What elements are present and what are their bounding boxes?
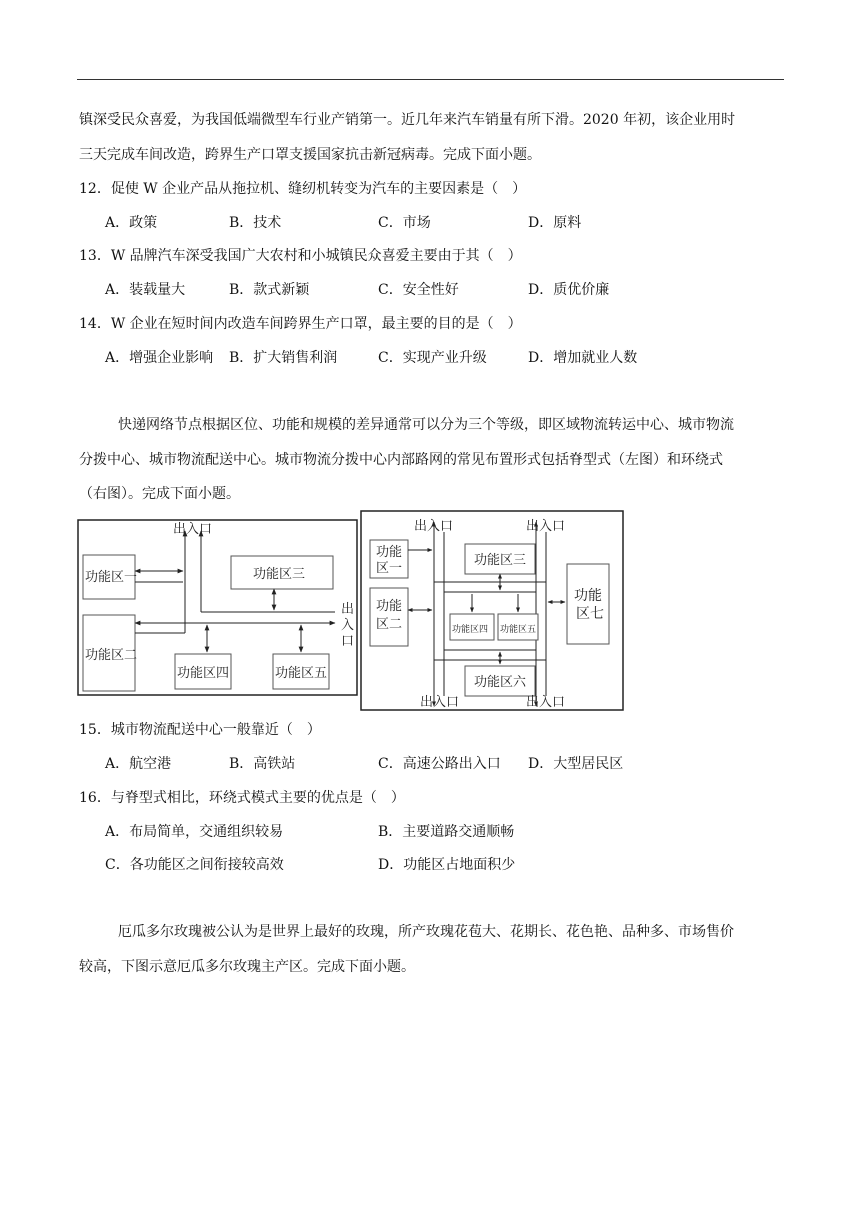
zone6-label: 功能区六 bbox=[474, 675, 527, 690]
zone4-label: 功能区四 bbox=[452, 625, 489, 635]
entrance-label-bottom-left: 出入口 bbox=[420, 695, 460, 710]
ring-layout-svg bbox=[360, 510, 625, 712]
question-12-stem: 12．促使 W 企业产品从拖拉机、缝纫机转变为汽车的主要因素是（ ） bbox=[79, 181, 527, 197]
zone4-label: 功能区四 bbox=[177, 666, 230, 681]
option-a[interactable]: A．布局简单，交通组织较易 bbox=[105, 824, 284, 840]
option-b[interactable]: B．款式新颖 bbox=[229, 282, 310, 298]
option-c[interactable]: C．安全性好 bbox=[378, 282, 459, 298]
option-d[interactable]: D．增加就业人数 bbox=[528, 350, 638, 366]
option-b[interactable]: B．高铁站 bbox=[229, 756, 296, 772]
express-intro-line-2: 分拨中心、城市物流配送中心。城市物流分拨中心内部路网的常见布置形式包括脊型式（左图）和环绕式 bbox=[79, 452, 723, 468]
zone1-label-2: 区一 bbox=[376, 561, 403, 576]
zone7-label-2: 区七 bbox=[576, 606, 604, 622]
spine-layout-svg bbox=[77, 519, 359, 697]
zone2-label-2: 区二 bbox=[376, 617, 403, 632]
question-14-stem: 14．W 企业在短时间内改造车间跨界生产口罩，最主要的目的是（ ） bbox=[79, 316, 522, 332]
option-b[interactable]: B．扩大销售利润 bbox=[229, 350, 338, 366]
option-a[interactable]: A．增强企业影响 bbox=[105, 350, 214, 366]
question-13-stem: 13．W 品牌汽车深受我国广大农村和小城镇民众喜爱主要由于其（ ） bbox=[79, 248, 522, 264]
entrance-label-right-3: 口 bbox=[341, 634, 355, 649]
entrance-label-bottom-right: 出入口 bbox=[526, 695, 566, 710]
option-c[interactable]: C．高速公路出入口 bbox=[378, 756, 501, 772]
entrance-label-top-left: 出入口 bbox=[414, 519, 454, 534]
header-rule bbox=[77, 79, 784, 80]
zone2-label: 功能区二 bbox=[85, 648, 138, 663]
entrance-label-top: 出入口 bbox=[173, 522, 213, 537]
express-intro-line-1: 快递网络节点根据区位、功能和规模的差异通常可以分为三个等级，即区域物流转运中心、城市物流 bbox=[118, 417, 734, 433]
option-d[interactable]: D．功能区占地面积少 bbox=[378, 857, 516, 873]
zone1-label-1: 功能 bbox=[376, 545, 403, 560]
option-c[interactable]: C．各功能区之间衔接较高效 bbox=[105, 857, 284, 873]
zone3-label: 功能区三 bbox=[253, 567, 306, 582]
option-d[interactable]: D．质优价廉 bbox=[528, 282, 610, 298]
option-d[interactable]: D．原料 bbox=[528, 215, 582, 231]
rose-intro-line-1: 厄瓜多尔玫瑰被公认为是世界上最好的玫瑰，所产玫瑰花苞大、花期长、花色艳、品种多、市场售价 bbox=[118, 924, 734, 940]
option-d[interactable]: D．大型居民区 bbox=[528, 756, 624, 772]
intro-line-1: 镇深受民众喜爱，为我国低端微型车行业产销第一。近几年来汽车销量有所下滑。2020 年初，该企业用时 bbox=[79, 112, 736, 128]
question-15-stem: 15．城市物流配送中心一般靠近（ ） bbox=[79, 722, 321, 738]
zone3-label: 功能区三 bbox=[474, 553, 527, 568]
option-b[interactable]: B．技术 bbox=[229, 215, 282, 231]
express-intro-line-3: （右图）。完成下面小题。 bbox=[79, 486, 240, 502]
zone5-label: 功能区五 bbox=[500, 625, 537, 635]
rose-intro-line-2: 较高，下图示意厄瓜多尔玫瑰主产区。完成下面小题。 bbox=[79, 959, 415, 975]
option-c[interactable]: C．实现产业升级 bbox=[378, 350, 487, 366]
zone1-label: 功能区一 bbox=[85, 570, 138, 585]
zone2-label-1: 功能 bbox=[376, 599, 403, 614]
intro-line-2: 三天完成车间改造，跨界生产口罩支援国家抗击新冠病毒。完成下面小题。 bbox=[79, 147, 541, 163]
entrance-label-right-1: 出 bbox=[341, 602, 355, 617]
ring-layout-diagram bbox=[360, 510, 625, 716]
zone7-label-1: 功能 bbox=[574, 588, 602, 604]
option-b[interactable]: B．主要道路交通顺畅 bbox=[378, 824, 515, 840]
option-a[interactable]: A．航空港 bbox=[105, 756, 172, 772]
entrance-label-top-right: 出入口 bbox=[526, 519, 566, 534]
spine-layout-diagram bbox=[77, 519, 359, 701]
option-a[interactable]: A．政策 bbox=[105, 215, 158, 231]
option-c[interactable]: C．市场 bbox=[378, 215, 431, 231]
entrance-label-right-2: 入 bbox=[341, 618, 355, 633]
question-16-stem: 16．与脊型式相比，环绕式模式主要的优点是（ ） bbox=[79, 790, 405, 806]
option-a[interactable]: A．装载量大 bbox=[105, 282, 186, 298]
zone5-label: 功能区五 bbox=[275, 666, 328, 681]
